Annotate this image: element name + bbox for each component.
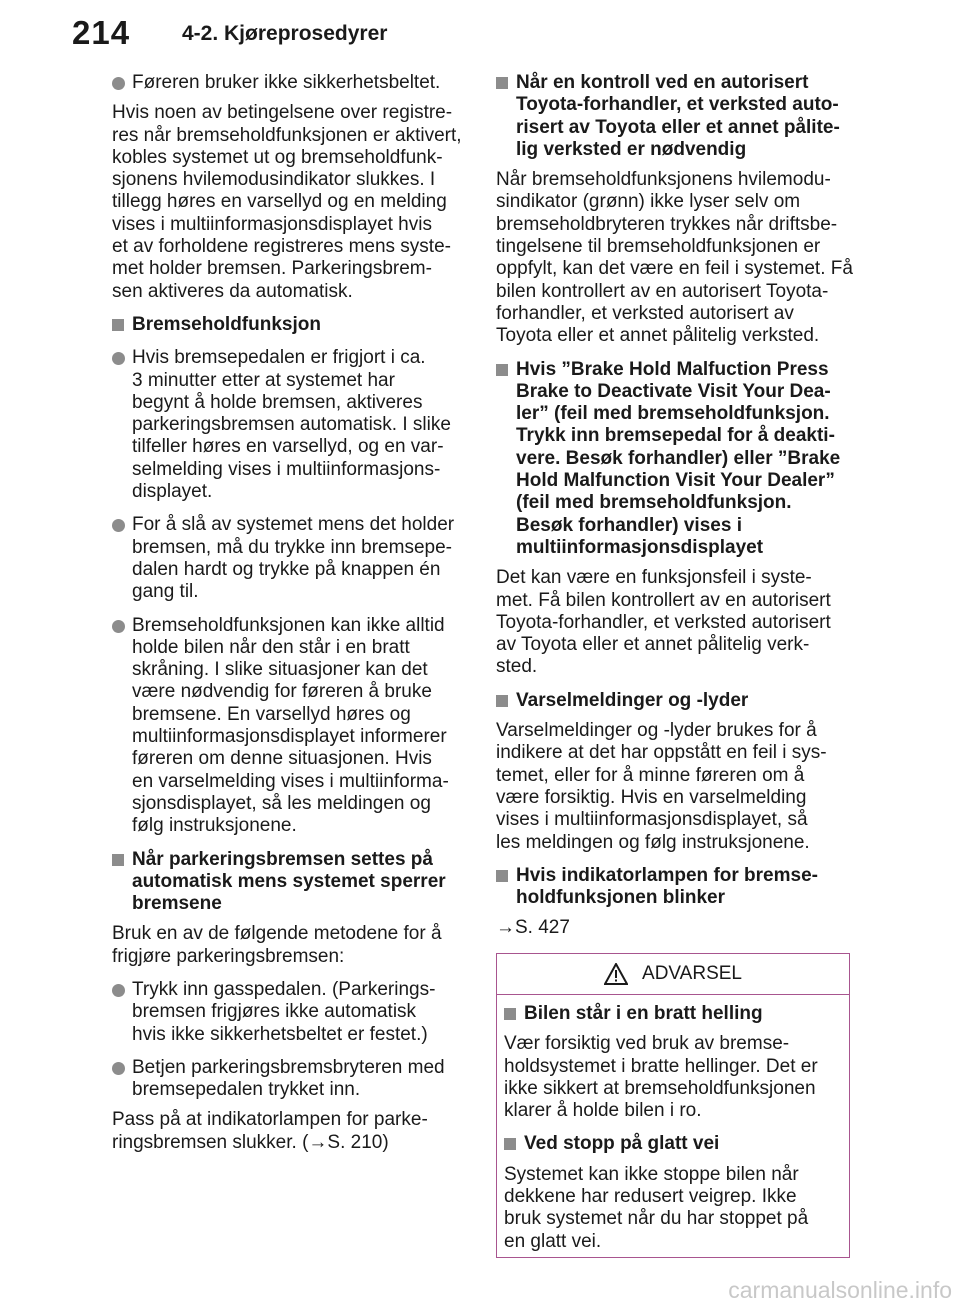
warning-heading-slippery: Ved stopp på glatt vei xyxy=(504,1133,842,1155)
bullet-parking-switch: Betjen parkeringsbremsbryteren med bremsepedalen trykket inn. xyxy=(112,1057,474,1102)
page-number: 214 xyxy=(72,14,131,51)
heading-indicator-blinks: Hvis indikatorlampen for bremse- holdfunksjonen blinker xyxy=(496,865,856,910)
bullet-seatbelt: Føreren bruker ikke sikkerhetsbeltet. xyxy=(112,72,474,94)
heading-dealer-check: Når en kontroll ved en autorisert Toyota-forhandler, et verksted auto- risert av Toyota eller et annet pålite- lig verksted er nødvendig xyxy=(496,72,856,161)
page-header xyxy=(0,0,960,70)
left-column xyxy=(112,72,474,1154)
bullet-released-3-min: Hvis bremsepedalen er frigjort i ca. 3 minutter etter at systemet har begynt å holde bremsen, aktiveres parkeringsbremsen automatisk. I slike tilfeller høres en varsellyd, og en var- selmelding vises i multiinformasjons- displayet. xyxy=(112,347,474,503)
paragraph-warning-messages: Varselmeldinger og -lyder brukes for å indikere at det har oppstått en feil i sys- temet, eller for å minne føreren om å være forsiktig. Hvis en varselmelding vises i multiinformasjonsdisplayet, så les meldingen og følg instruksjonene. xyxy=(496,720,827,853)
heading-malfunction-message: Hvis ”Brake Hold Malfuction Press Brake to Deactivate Visit Your Dea- ler” (feil med bremseholdfunksjon. Trykk inn bremsepedal for å deakti- vere. Besøk forhandler) eller ”Brake Hold Malfunction Visit Your Dealer” (feil med bremseholdfunksjon. Besøk forhandler) vises i multiinformasjonsdisplayet xyxy=(496,359,856,560)
section-title: 4-2. Kjøreprosedyrer xyxy=(182,22,388,45)
warning-body xyxy=(497,995,849,1253)
warning-title: ADVARSEL xyxy=(642,963,742,984)
paragraph-dealer-check: Når bremseholdfunksjonens hvilemodu- sindikator (grønn) ikke lyser selv om bremseholdbryteren trykkes når driftsbe- tingelsene til bremseholdfunksjonen er oppfylt, kan det være en feil i systemet. Få bilen kontrollert av en autorisert Toyota- forhandler, et verksted autorisert av Toyota eller et annet pålitelig verksted. xyxy=(496,169,853,347)
bullet-turn-off: For å slå av systemet mens det holder bremsen, må du trykke inn bremsepe- dalen hardt og trykke på knappen én gang til. xyxy=(112,514,474,603)
warning-paragraph-steep: Vær forsiktig ved bruk av bremse- holdsystemet i bratte hellinger. Det er ikke sikkert at bremseholdfunksjonen klarer å holde bilen i ro. xyxy=(504,1033,818,1122)
watermark: carmanualsonline.info xyxy=(728,1277,952,1303)
warning-paragraph-slippery: Systemet kan ikke stoppe bilen når dekkene har redusert veigrep. Ikke bruk systemet når du har stoppet på en glatt vei. xyxy=(504,1163,809,1252)
page-reference: →S. 427 xyxy=(496,917,570,939)
right-column xyxy=(496,72,856,940)
warning-box xyxy=(496,953,850,1258)
paragraph-conditions: Hvis noen av betingelsene over registre- res når bremseholdfunksjonen er aktivert, kobles systemet ut og bremseholdfunk- sjonens hvilemodusindikator slukkes. I tillegg høres en varsellyd og en melding vises i multiinformasjonsdisplayet hvis et av forholdene registreres mens syste- met holder bremsen. Parkeringsbrem- sen aktiveres da automatisk. xyxy=(112,102,462,302)
bullet-accelerator: Trykk inn gasspedalen. (Parkerings- bremsen frigjøres ikke automatisk hvis ikke sikkerhetsbeltet er festet.) xyxy=(112,979,474,1046)
bullet-steep-slope: Bremseholdfunksjonen kan ikke alltid holde bilen når den står i en bratt skråning. I slike situasjoner kan det være nødvendig for føreren å bruke bremsene. En varsellyd høres og multiinformasjonsdisplayet informerer føreren om denne situasjonen. Hvis en varselmelding vises i multiinforma- sjonsdisplayet, så les meldingen og følg instruksjonene. xyxy=(112,615,474,838)
heading-warning-messages: Varselmeldinger og -lyder xyxy=(496,690,856,712)
warning-triangle-icon xyxy=(604,963,628,985)
warning-heading-steep: Bilen står i en bratt helling xyxy=(504,1003,842,1025)
heading-brake-hold: Bremseholdfunksjon xyxy=(112,314,474,336)
paragraph-indicator-off: Pass på at indikatorlampen for parke- ringsbremsen slukker. (→S. 210) xyxy=(112,1109,428,1153)
paragraph-malfunction: Det kan være en funksjonsfeil i syste- met. Få bilen kontrollert av en autorisert Toyota-forhandler, et verksted autorisert av Toyota eller et annet pålitelig verk- sted. xyxy=(496,567,831,678)
warning-header xyxy=(497,954,849,995)
heading-parking-brake-auto: Når parkeringsbremsen settes på automatisk mens systemet sperrer bremsene xyxy=(112,849,474,916)
paragraph-release-methods: Bruk en av de følgende metodene for å frigjøre parkeringsbremsen: xyxy=(112,923,442,967)
